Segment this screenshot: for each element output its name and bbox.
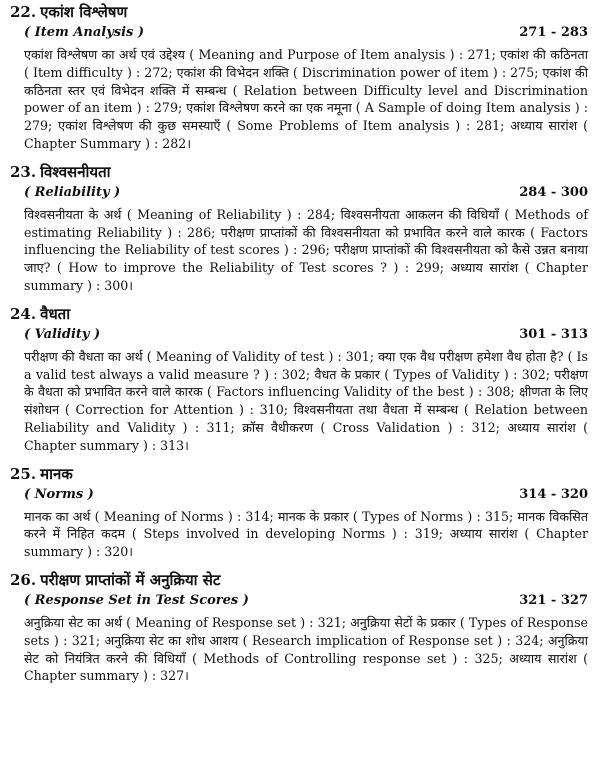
chapter-subtitle: ( Response Set in Test Scores ) (24, 592, 249, 608)
chapter-subtitle-row (24, 485, 588, 504)
chapter-subtitle-row (24, 183, 588, 202)
chapter-26 (10, 570, 588, 685)
chapter-heading (10, 304, 588, 324)
chapter-23 (10, 162, 588, 295)
chapter-25 (10, 464, 588, 561)
chapter-topics: अनुक्रिया सेट का अर्थ ( Meaning of Response set ) : 321; अनुक्रिया सेटों के प्रकार ( Types of Response sets ) : 321; अनुक्रिया सेट का शोध आशय ( Research implication of Response set ) : 324; अनुक्रिया सेट को नियंत्रित करने की विधियाँ ( Methods of Controlling response set ) : 325; अध्याय सारांश ( Chapter summary ) : 327। (24, 614, 588, 684)
chapter-page-range: 314 - 320 (519, 486, 588, 502)
chapter-heading (10, 464, 588, 484)
chapter-heading (10, 2, 588, 22)
chapter-page-range: 321 - 327 (519, 592, 588, 608)
chapter-number: 24. (10, 304, 37, 323)
chapter-number: 22. (10, 3, 37, 21)
chapter-subtitle: ( Validity ) (24, 326, 101, 342)
chapter-22 (10, 2, 588, 153)
chapter-page-range: 271 - 283 (519, 25, 588, 40)
chapter-number: 25. (10, 464, 37, 483)
chapter-subtitle-row (24, 591, 588, 610)
chapter-page-range: 301 - 313 (519, 326, 588, 342)
chapter-subtitle-row (24, 23, 588, 42)
chapter-number: 26. (10, 570, 37, 589)
chapter-topics: विश्वसनीयता के अर्थ ( Meaning of Reliability ) : 284; विश्वसनीयता आकलन की विधियाँ ( Methods of estimating Reliability ) : 286; परीक्षण प्राप्तांकों की विश्वसनीयता को प्रभावित करने वाले कारक ( Factors influencing the Reliability of test scores ) : 296; परीक्षण प्राप्तांकों की विश्वसनीयता को कैसे उन्नत बनाया जाए? ( How to improve the Reliability of Test scores ? ) : 299; अध्याय सारांश ( Chapter summary ) : 300। (24, 206, 588, 293)
chapter-title: विश्वसनीयता (40, 162, 111, 181)
chapter-subtitle: ( Norms ) (24, 486, 94, 502)
chapter-page-range: 284 - 300 (519, 184, 588, 200)
chapter-title: परीक्षण प्राप्तांकों में अनुक्रिया सेट (40, 570, 221, 589)
chapter-title: वैधता (40, 304, 71, 323)
chapter-title: एकांश विश्लेषण (40, 3, 128, 21)
chapter-topics: मानक का अर्थ ( Meaning of Norms ) : 314; मानक के प्रकार ( Types of Norms ) : 315; मानक विकसित करने में निहित कदम ( Steps involved in developing Norms ) : 319; अध्याय सारांश ( Chapter summary ) : 320। (24, 508, 588, 560)
chapter-number: 23. (10, 162, 37, 181)
chapter-subtitle: ( Reliability ) (24, 184, 121, 200)
chapter-heading (10, 162, 588, 182)
chapter-heading (10, 570, 588, 590)
chapter-topics: परीक्षण की वैधता का अर्थ ( Meaning of Validity of test ) : 301; क्या एक वैध परीक्षण हमेशा वैध होता है? ( Is a valid test always a valid measure ? ) : 302; वैधत के प्रकार ( Types of Validity ) : 302; परीक्षण के वैधता को प्रभावित करने वाले कारक ( Factors influencing Validity of the best ) : 308; क्षीणता के लिए संशोधन ( Correction for Attention ) : 310; विश्वसनीयता तथा वैधता में सम्बन्ध ( Relation between Reliability and Validity ) : 311; क्रॉस वैधीकरण ( Cross Validation ) : 312; अध्याय सारांश ( Chapter summary ) : 313। (24, 348, 588, 453)
chapter-title: मानक (40, 464, 73, 483)
chapter-topics: एकांश विश्लेषण का अर्थ एवं उद्देश्य ( Meaning and Purpose of Item analysis ) : 271; एकांश की कठिनता ( Item difficulty ) : 272; एकांश की विभेदन शक्ति ( Discrimination power of item ) : 275; एकांश की कठिनता स्तर एवं विभेदन शक्ति में सम्बन्ध ( Relation between Difficulty level and Discrimination power of an item ) : 279; एकांश विश्लेषण करने का एक नमूना ( A Sample of doing Item analysis ) : 279; एकांश विश्लेषण की कुछ समस्याएँ ( Some Problems of Item analysis ) : 281; अध्याय सारांश ( Chapter Summary ) : 282। (24, 47, 588, 151)
chapter-24 (10, 304, 588, 455)
chapter-subtitle: ( Item Analysis ) (24, 25, 145, 40)
chapter-subtitle-row (24, 325, 588, 344)
